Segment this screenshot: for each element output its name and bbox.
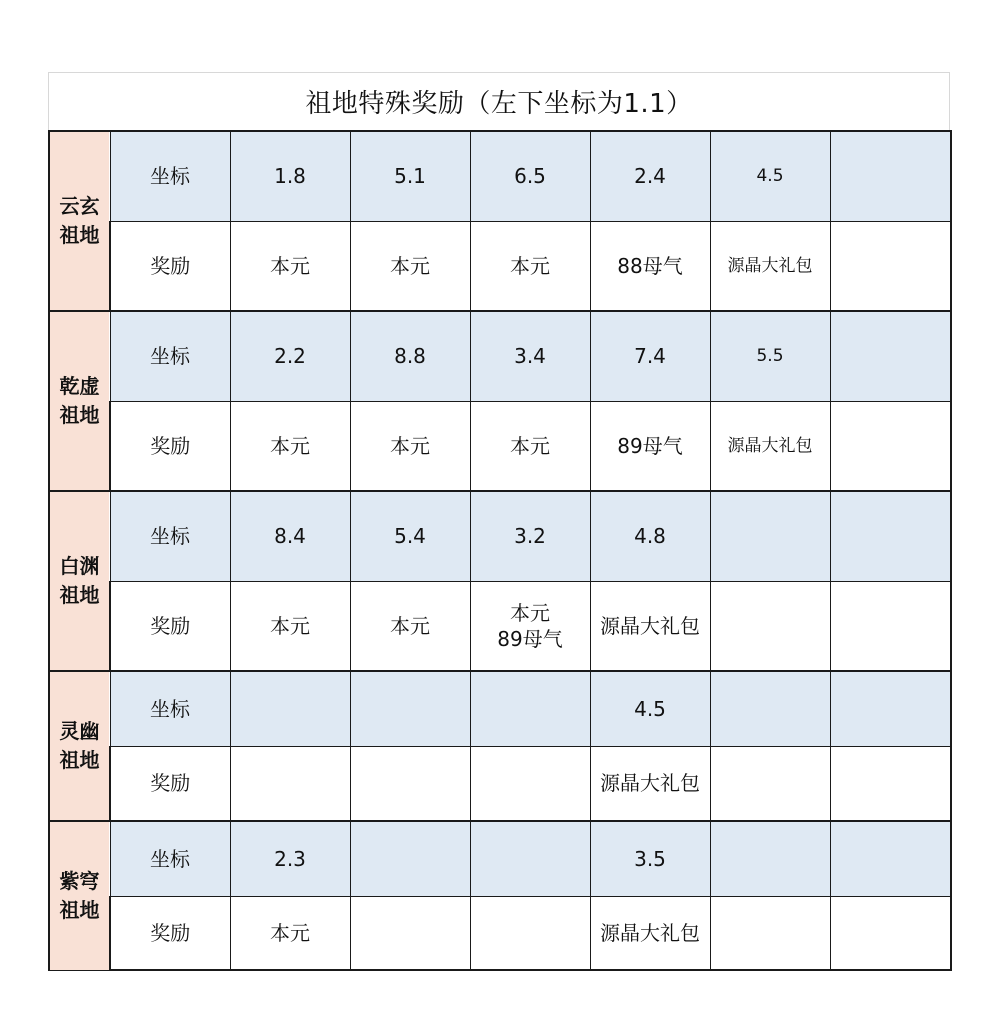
coord-cell	[830, 311, 951, 401]
region-name-line: 祖地	[59, 897, 100, 922]
region-name	[49, 671, 110, 821]
coord-cell	[830, 131, 951, 221]
reward-label: 奖励	[110, 581, 230, 671]
coord-row	[49, 491, 951, 581]
coord-cell: 1.8	[230, 131, 350, 221]
coord-cell: 4.8	[590, 491, 710, 581]
coord-label: 坐标	[110, 311, 230, 401]
coord-cell	[710, 491, 830, 581]
region-name	[49, 821, 110, 970]
coord-cell	[710, 821, 830, 896]
reward-row	[49, 581, 951, 671]
region-name	[49, 491, 110, 671]
reward-table	[48, 130, 952, 971]
coord-cell	[350, 821, 470, 896]
coord-cell: 5.5	[710, 311, 830, 401]
reward-cell	[350, 746, 470, 821]
region-name-line: 白渊	[59, 554, 100, 578]
reward-cell: 源晶大礼包	[590, 896, 710, 970]
coord-cell	[710, 671, 830, 746]
coord-cell: 5.4	[350, 491, 470, 581]
reward-cell: 源晶大礼包	[590, 581, 710, 671]
coord-cell: 7.4	[590, 311, 710, 401]
coord-cell: 4.5	[590, 671, 710, 746]
coord-cell: 8.8	[350, 311, 470, 401]
sheet-title: 祖地特殊奖励（左下坐标为1.1）	[48, 72, 950, 130]
reward-cell: 源晶大礼包	[710, 401, 830, 491]
coord-cell	[470, 671, 590, 746]
reward-sheet	[48, 72, 950, 971]
reward-cell	[470, 896, 590, 970]
reward-cell	[470, 746, 590, 821]
region-name-line: 紫穹	[59, 868, 100, 893]
coord-cell: 3.5	[590, 821, 710, 896]
reward-row	[49, 221, 951, 311]
coord-row	[49, 671, 951, 746]
coord-cell: 2.4	[590, 131, 710, 221]
region-name-line: 灵幽	[59, 719, 100, 743]
reward-cell-line: 89母气	[497, 626, 563, 651]
reward-cell	[350, 896, 470, 970]
reward-label: 奖励	[110, 221, 230, 311]
reward-row	[49, 746, 951, 821]
coord-cell	[830, 671, 951, 746]
table-body	[49, 131, 951, 970]
reward-cell	[830, 896, 951, 970]
reward-cell: 89母气	[590, 401, 710, 491]
reward-cell	[470, 581, 590, 671]
coord-cell: 2.2	[230, 311, 350, 401]
reward-cell: 本元	[350, 401, 470, 491]
region-name-line: 云玄	[59, 194, 100, 218]
coord-row	[49, 311, 951, 401]
coord-label: 坐标	[110, 491, 230, 581]
reward-label: 奖励	[110, 746, 230, 821]
reward-row	[49, 401, 951, 491]
coord-label: 坐标	[110, 131, 230, 221]
region-name	[49, 131, 110, 311]
region-name	[49, 311, 110, 491]
coord-cell	[830, 821, 951, 896]
coord-label: 坐标	[110, 671, 230, 746]
reward-cell	[230, 746, 350, 821]
reward-cell	[830, 581, 951, 671]
reward-cell: 本元	[230, 401, 350, 491]
region-name-line: 祖地	[59, 403, 100, 427]
reward-cell-line: 本元	[510, 600, 550, 625]
coord-cell	[470, 821, 590, 896]
coord-cell: 8.4	[230, 491, 350, 581]
reward-cell: 本元	[230, 896, 350, 970]
reward-cell: 本元	[350, 581, 470, 671]
coord-label: 坐标	[110, 821, 230, 896]
reward-cell	[710, 896, 830, 970]
reward-cell	[830, 746, 951, 821]
coord-cell: 5.1	[350, 131, 470, 221]
reward-label: 奖励	[110, 401, 230, 491]
coord-cell	[350, 671, 470, 746]
region-name-line: 祖地	[59, 583, 100, 607]
region-name-line: 祖地	[59, 223, 100, 247]
coord-cell: 3.2	[470, 491, 590, 581]
coord-cell	[830, 491, 951, 581]
coord-cell: 3.4	[470, 311, 590, 401]
reward-label: 奖励	[110, 896, 230, 970]
reward-cell: 88母气	[590, 221, 710, 311]
reward-cell: 本元	[470, 221, 590, 311]
reward-cell	[710, 581, 830, 671]
reward-cell: 源晶大礼包	[590, 746, 710, 821]
coord-cell: 2.3	[230, 821, 350, 896]
reward-cell	[830, 221, 951, 311]
coord-cell	[230, 671, 350, 746]
region-name-line: 祖地	[59, 748, 100, 772]
reward-row	[49, 896, 951, 970]
region-name-line: 乾虚	[59, 374, 100, 398]
coord-row	[49, 131, 951, 221]
reward-cell: 本元	[230, 581, 350, 671]
coord-cell: 6.5	[470, 131, 590, 221]
reward-cell: 本元	[350, 221, 470, 311]
coord-row	[49, 821, 951, 896]
reward-cell: 源晶大礼包	[710, 221, 830, 311]
reward-cell	[710, 746, 830, 821]
reward-cell	[830, 401, 951, 491]
coord-cell: 4.5	[710, 131, 830, 221]
reward-cell: 本元	[470, 401, 590, 491]
reward-cell: 本元	[230, 221, 350, 311]
